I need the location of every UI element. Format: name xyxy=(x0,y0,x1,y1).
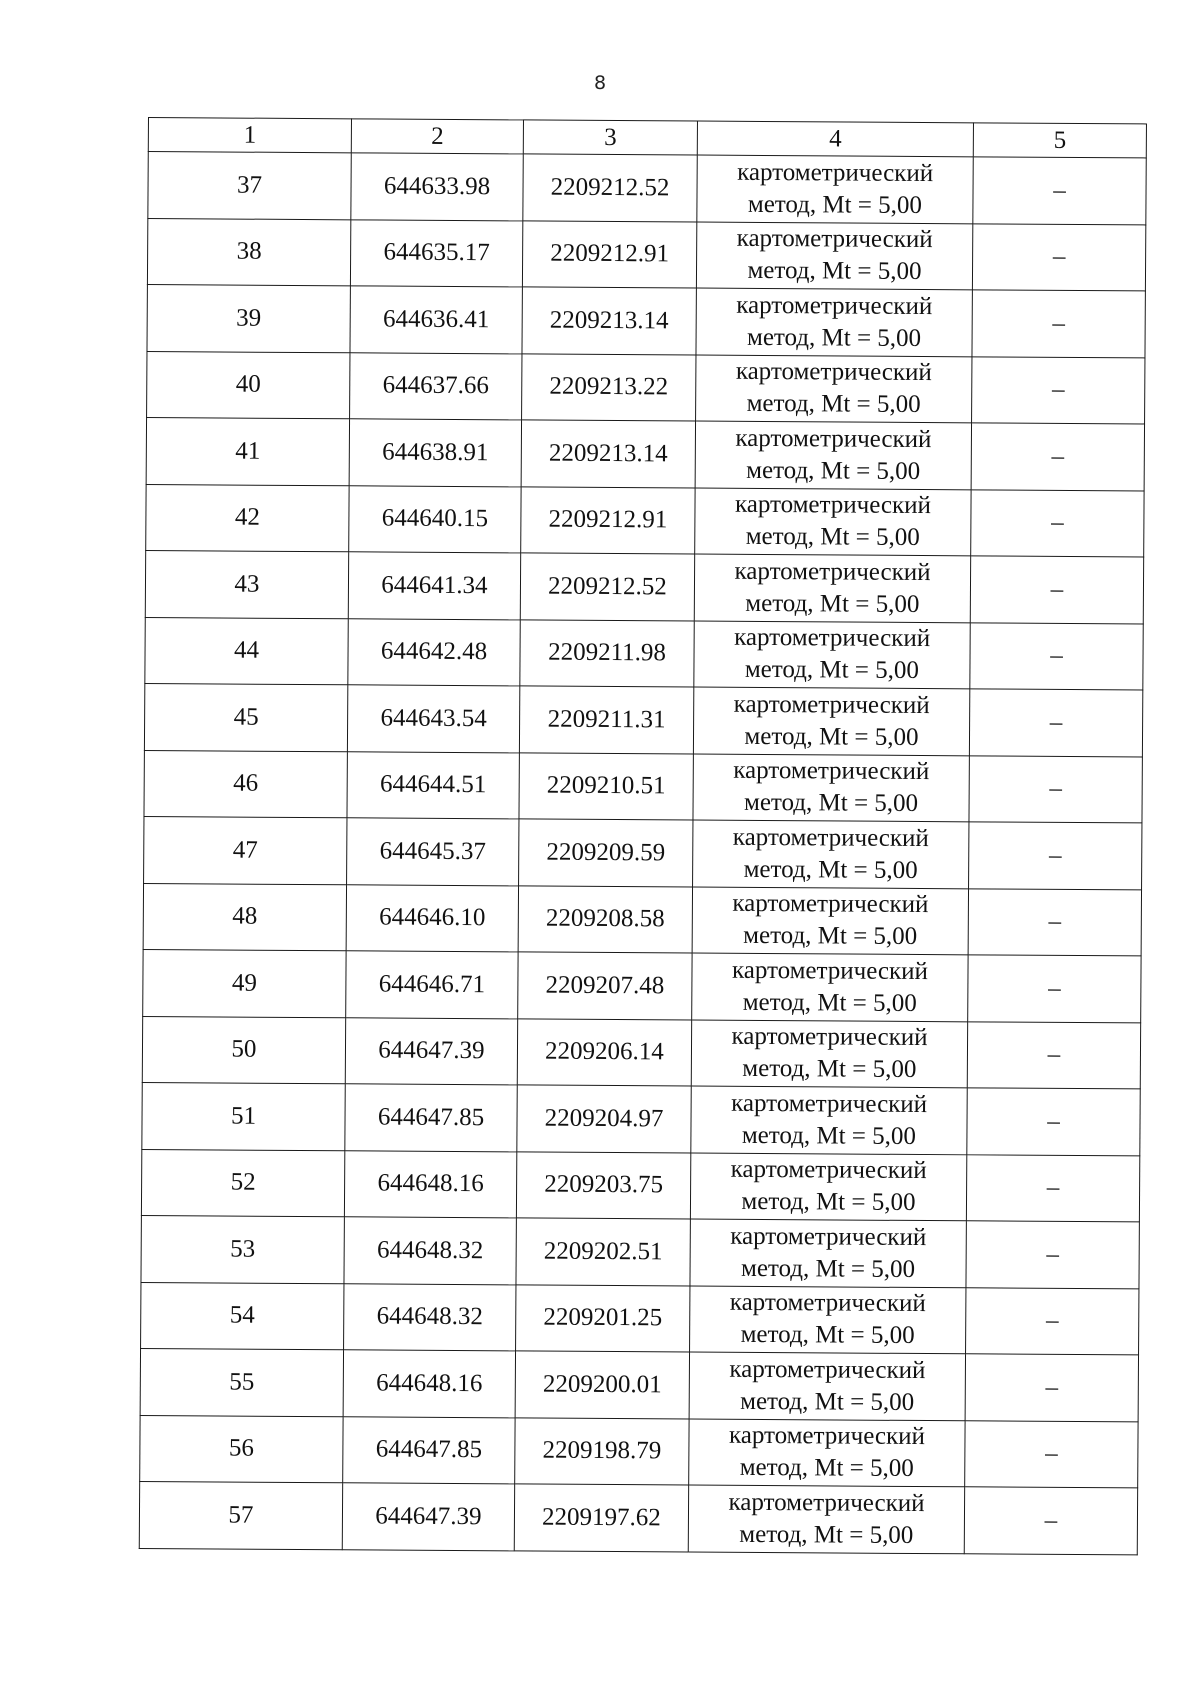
method-cell xyxy=(695,488,971,556)
table-row xyxy=(142,1082,1140,1155)
method-line-2: метод, Mt = 5,00 xyxy=(740,1321,915,1350)
table-row xyxy=(141,1215,1139,1288)
table-row xyxy=(146,484,1144,557)
table-row xyxy=(139,1481,1137,1554)
table-row xyxy=(144,750,1142,823)
point-number-cell: 41 xyxy=(146,417,349,485)
note-cell: – xyxy=(969,689,1142,757)
point-number-cell: 51 xyxy=(142,1082,345,1150)
x-coordinate-cell: 644637.66 xyxy=(350,352,522,420)
x-coordinate-cell: 644638.91 xyxy=(349,419,521,487)
x-coordinate-cell: 644647.85 xyxy=(345,1084,517,1152)
point-number-cell: 48 xyxy=(143,883,346,951)
method-cell xyxy=(696,222,972,290)
y-coordinate-cell: 2209197.62 xyxy=(514,1484,688,1552)
method-line-1: картометрический xyxy=(733,690,930,719)
table-row xyxy=(140,1348,1138,1421)
method-line-1: картометрический xyxy=(735,424,932,453)
table-body xyxy=(139,152,1146,1555)
point-number-cell: 53 xyxy=(141,1215,344,1283)
y-coordinate-cell: 2209213.14 xyxy=(522,287,696,355)
note-cell: – xyxy=(967,1021,1140,1089)
x-coordinate-cell: 644647.85 xyxy=(343,1416,515,1484)
point-number-cell: 44 xyxy=(145,617,348,685)
point-number-cell: 49 xyxy=(143,949,346,1017)
note-cell: – xyxy=(966,1287,1139,1355)
table-row xyxy=(147,284,1145,357)
point-number-cell: 47 xyxy=(144,816,347,884)
y-coordinate-cell: 2209212.91 xyxy=(522,220,696,288)
y-coordinate-cell: 2209207.48 xyxy=(518,952,692,1020)
header-cell-1: 1 xyxy=(148,118,351,153)
method-line-1: картометрический xyxy=(728,1488,925,1517)
note-cell: – xyxy=(970,622,1143,690)
table-row xyxy=(147,218,1145,291)
point-number-cell: 56 xyxy=(140,1415,343,1483)
note-cell: – xyxy=(972,290,1145,358)
header-cell-5: 5 xyxy=(973,123,1146,158)
x-coordinate-cell: 644646.71 xyxy=(346,951,518,1019)
y-coordinate-cell: 2209198.79 xyxy=(515,1417,689,1485)
method-line-1: картометрический xyxy=(733,757,930,786)
method-line-1: картометрический xyxy=(732,890,929,919)
y-coordinate-cell: 2209200.01 xyxy=(515,1351,689,1419)
method-line-2: метод, Mt = 5,00 xyxy=(747,190,923,219)
method-cell xyxy=(697,155,973,223)
table-row xyxy=(147,351,1145,424)
method-line-1: картометрический xyxy=(731,1089,928,1118)
y-coordinate-cell: 2209203.75 xyxy=(516,1151,690,1219)
x-coordinate-cell: 644648.16 xyxy=(344,1150,516,1218)
method-line-2: метод, Mt = 5,00 xyxy=(744,722,919,751)
method-line-2: метод, Mt = 5,00 xyxy=(747,257,922,286)
method-line-1: картометрический xyxy=(734,624,931,653)
point-number-cell: 54 xyxy=(141,1282,344,1350)
y-coordinate-cell: 2209212.52 xyxy=(523,154,697,222)
method-line-2: метод, Mt = 5,00 xyxy=(741,1188,916,1217)
point-number-cell: 38 xyxy=(147,218,350,286)
method-cell xyxy=(694,621,970,689)
method-cell xyxy=(692,887,968,955)
method-line-2: метод, Mt = 5,00 xyxy=(743,855,918,884)
method-cell xyxy=(690,1153,966,1221)
x-coordinate-cell: 644633.98 xyxy=(351,153,523,221)
table-row xyxy=(148,152,1146,225)
table-row xyxy=(140,1415,1138,1488)
table-row xyxy=(141,1282,1139,1355)
y-coordinate-cell: 2209201.25 xyxy=(516,1284,690,1352)
method-cell xyxy=(693,687,969,755)
point-number-cell: 45 xyxy=(144,683,347,751)
note-cell: – xyxy=(968,955,1141,1023)
table-row xyxy=(143,949,1141,1022)
method-cell xyxy=(695,421,971,489)
x-coordinate-cell: 644645.37 xyxy=(347,818,519,886)
y-coordinate-cell: 2209204.97 xyxy=(517,1085,691,1153)
method-line-2: метод, Mt = 5,00 xyxy=(740,1254,916,1283)
y-coordinate-cell: 2209213.22 xyxy=(522,353,696,421)
header-cell-4: 4 xyxy=(697,121,973,157)
method-line-1: картометрический xyxy=(729,1289,926,1318)
point-number-cell: 55 xyxy=(140,1348,343,1416)
method-cell xyxy=(690,1219,966,1287)
method-line-2: метод, Mt = 5,00 xyxy=(739,1520,914,1549)
x-coordinate-cell: 644643.54 xyxy=(347,685,519,753)
method-line-1: картометрический xyxy=(731,956,929,985)
note-cell: – xyxy=(966,1221,1139,1289)
y-coordinate-cell: 2209212.52 xyxy=(520,553,694,621)
method-line-2: метод, Mt = 5,00 xyxy=(742,1055,917,1084)
point-number-cell: 50 xyxy=(142,1016,345,1084)
note-cell: – xyxy=(971,489,1144,557)
x-coordinate-cell: 644648.16 xyxy=(343,1350,515,1418)
method-line-1: картометрический xyxy=(736,291,933,320)
y-coordinate-cell: 2209210.51 xyxy=(519,752,693,820)
note-cell: – xyxy=(969,822,1142,890)
note-cell: – xyxy=(965,1354,1138,1422)
method-line-2: метод, Mt = 5,00 xyxy=(739,1454,914,1483)
note-cell: – xyxy=(970,556,1143,624)
y-coordinate-cell: 2209211.98 xyxy=(520,619,694,687)
note-cell: – xyxy=(967,1088,1140,1156)
table-row xyxy=(143,883,1141,956)
method-cell xyxy=(696,288,972,356)
table-row xyxy=(144,816,1142,889)
method-line-1: картометрический xyxy=(728,1422,926,1451)
x-coordinate-cell: 644644.51 xyxy=(347,751,519,819)
method-line-1: картометрический xyxy=(734,557,931,586)
note-cell: – xyxy=(972,223,1145,291)
x-coordinate-cell: 644647.39 xyxy=(342,1483,514,1551)
x-coordinate-cell: 644636.41 xyxy=(350,286,522,354)
method-line-1: картометрический xyxy=(734,491,932,520)
table-row xyxy=(145,550,1143,623)
method-line-2: метод, Mt = 5,00 xyxy=(743,922,918,951)
method-line-2: метод, Mt = 5,00 xyxy=(742,988,917,1017)
method-cell xyxy=(694,554,970,622)
note-cell: – xyxy=(973,157,1146,225)
y-coordinate-cell: 2209202.51 xyxy=(516,1218,690,1286)
method-line-2: метод, Mt = 5,00 xyxy=(746,390,921,419)
method-line-2: метод, Mt = 5,00 xyxy=(745,523,920,552)
x-coordinate-cell: 644647.39 xyxy=(345,1017,517,1085)
x-coordinate-cell: 644646.10 xyxy=(346,884,518,952)
coordinates-table xyxy=(139,117,1147,1555)
method-cell xyxy=(692,953,968,1021)
note-cell: – xyxy=(971,423,1144,491)
point-number-cell: 40 xyxy=(147,351,350,419)
table-row xyxy=(145,617,1143,690)
point-number-cell: 42 xyxy=(146,484,349,552)
method-line-2: метод, Mt = 5,00 xyxy=(746,323,922,352)
method-line-1: картометрический xyxy=(735,358,932,387)
y-coordinate-cell: 2209209.59 xyxy=(519,819,693,887)
method-line-2: метод, Mt = 5,00 xyxy=(746,456,921,485)
method-cell xyxy=(690,1286,966,1354)
method-line-1: картометрический xyxy=(730,1222,927,1251)
y-coordinate-cell: 2209211.31 xyxy=(519,686,693,754)
method-cell xyxy=(691,1020,967,1088)
x-coordinate-cell: 644641.34 xyxy=(348,552,520,620)
table-row xyxy=(142,1016,1140,1089)
method-line-2: метод, Mt = 5,00 xyxy=(741,1121,917,1150)
table-row xyxy=(146,417,1144,490)
y-coordinate-cell: 2209208.58 xyxy=(518,885,692,953)
header-cell-3: 3 xyxy=(523,120,697,155)
x-coordinate-cell: 644648.32 xyxy=(344,1217,516,1285)
table-row xyxy=(144,683,1142,756)
note-cell: – xyxy=(964,1487,1137,1555)
method-cell xyxy=(689,1352,965,1420)
note-cell: – xyxy=(965,1420,1138,1488)
note-cell: – xyxy=(969,755,1142,823)
method-line-1: картометрический xyxy=(737,158,934,187)
method-cell xyxy=(689,1419,965,1487)
point-number-cell: 46 xyxy=(144,750,347,818)
point-number-cell: 52 xyxy=(141,1149,344,1217)
point-number-cell: 43 xyxy=(145,550,348,618)
method-cell xyxy=(693,820,969,888)
method-line-2: метод, Mt = 5,00 xyxy=(740,1387,915,1416)
x-coordinate-cell: 644640.15 xyxy=(349,485,521,553)
method-line-2: метод, Mt = 5,00 xyxy=(745,589,920,618)
note-cell: – xyxy=(972,356,1145,424)
note-cell: – xyxy=(966,1154,1139,1222)
method-line-1: картометрический xyxy=(729,1355,926,1384)
x-coordinate-cell: 644642.48 xyxy=(348,618,520,686)
note-cell: – xyxy=(968,888,1141,956)
x-coordinate-cell: 644648.32 xyxy=(344,1283,516,1351)
y-coordinate-cell: 2209206.14 xyxy=(517,1018,691,1086)
method-line-2: метод, Mt = 5,00 xyxy=(743,789,919,818)
method-cell xyxy=(688,1485,964,1553)
method-cell xyxy=(696,355,972,423)
page-number: 8 xyxy=(593,72,607,94)
method-line-2: метод, Mt = 5,00 xyxy=(744,656,920,685)
method-line-1: картометрический xyxy=(736,225,933,254)
method-line-1: картометрический xyxy=(730,1156,927,1185)
header-cell-2: 2 xyxy=(351,119,523,154)
point-number-cell: 37 xyxy=(148,152,351,220)
table-row xyxy=(141,1149,1139,1222)
y-coordinate-cell: 2209212.91 xyxy=(521,486,695,554)
y-coordinate-cell: 2209213.14 xyxy=(521,420,695,488)
method-cell xyxy=(691,1086,967,1154)
point-number-cell: 57 xyxy=(139,1481,342,1549)
method-cell xyxy=(693,754,969,822)
x-coordinate-cell: 644635.17 xyxy=(350,219,522,287)
method-line-1: картометрический xyxy=(732,823,929,852)
method-line-1: картометрический xyxy=(731,1023,928,1052)
point-number-cell: 39 xyxy=(147,284,350,352)
